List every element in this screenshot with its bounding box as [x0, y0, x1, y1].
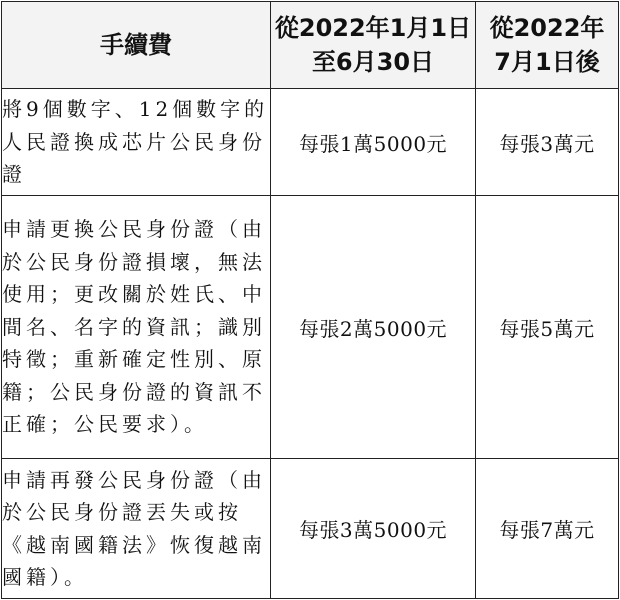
row-description: 申請更換公民身份證（由於公民身份證損壞，無法使用；更改關於姓氏、中間名、名字的資訊；識別 特徵；重新確定性別、原籍；公民身份證的資訊不正確；公民要求）。 [2, 196, 271, 459]
header-period-2-line2: 7月1日後 [494, 48, 600, 76]
header-period-1-line1: 從2022年1月1日 [274, 14, 472, 42]
header-period-2-line1: 從2022年 [489, 14, 605, 42]
table-row [2, 89, 619, 196]
row-fee-after: 每張7萬元 [476, 459, 619, 599]
row-description: 將9個數字、12個數字的人民證換成芯片公民身份證 [2, 89, 271, 196]
header-fee-type [2, 2, 271, 89]
table-row [2, 196, 619, 459]
header-period-1-line2: 至6月30日 [311, 48, 435, 76]
row-fee-after: 每張5萬元 [476, 196, 619, 459]
row-fee-before: 每張1萬5000元 [271, 89, 476, 196]
table-header-row [2, 2, 619, 89]
row-fee-before: 每張3萬5000元 [271, 459, 476, 599]
header-fee-type-label: 手續費 [100, 31, 172, 59]
row-fee-after: 每張3萬元 [476, 89, 619, 196]
row-description: 申請再發公民身份證（由於公民身份證丟失或按《越南國籍法》恢復越南 國籍）。 [2, 459, 271, 599]
fee-table [1, 1, 619, 599]
header-period-after-july-2022 [476, 2, 619, 89]
row-fee-before: 每張2萬5000元 [271, 196, 476, 459]
header-period-first-half-2022 [271, 2, 476, 89]
table-row [2, 459, 619, 599]
